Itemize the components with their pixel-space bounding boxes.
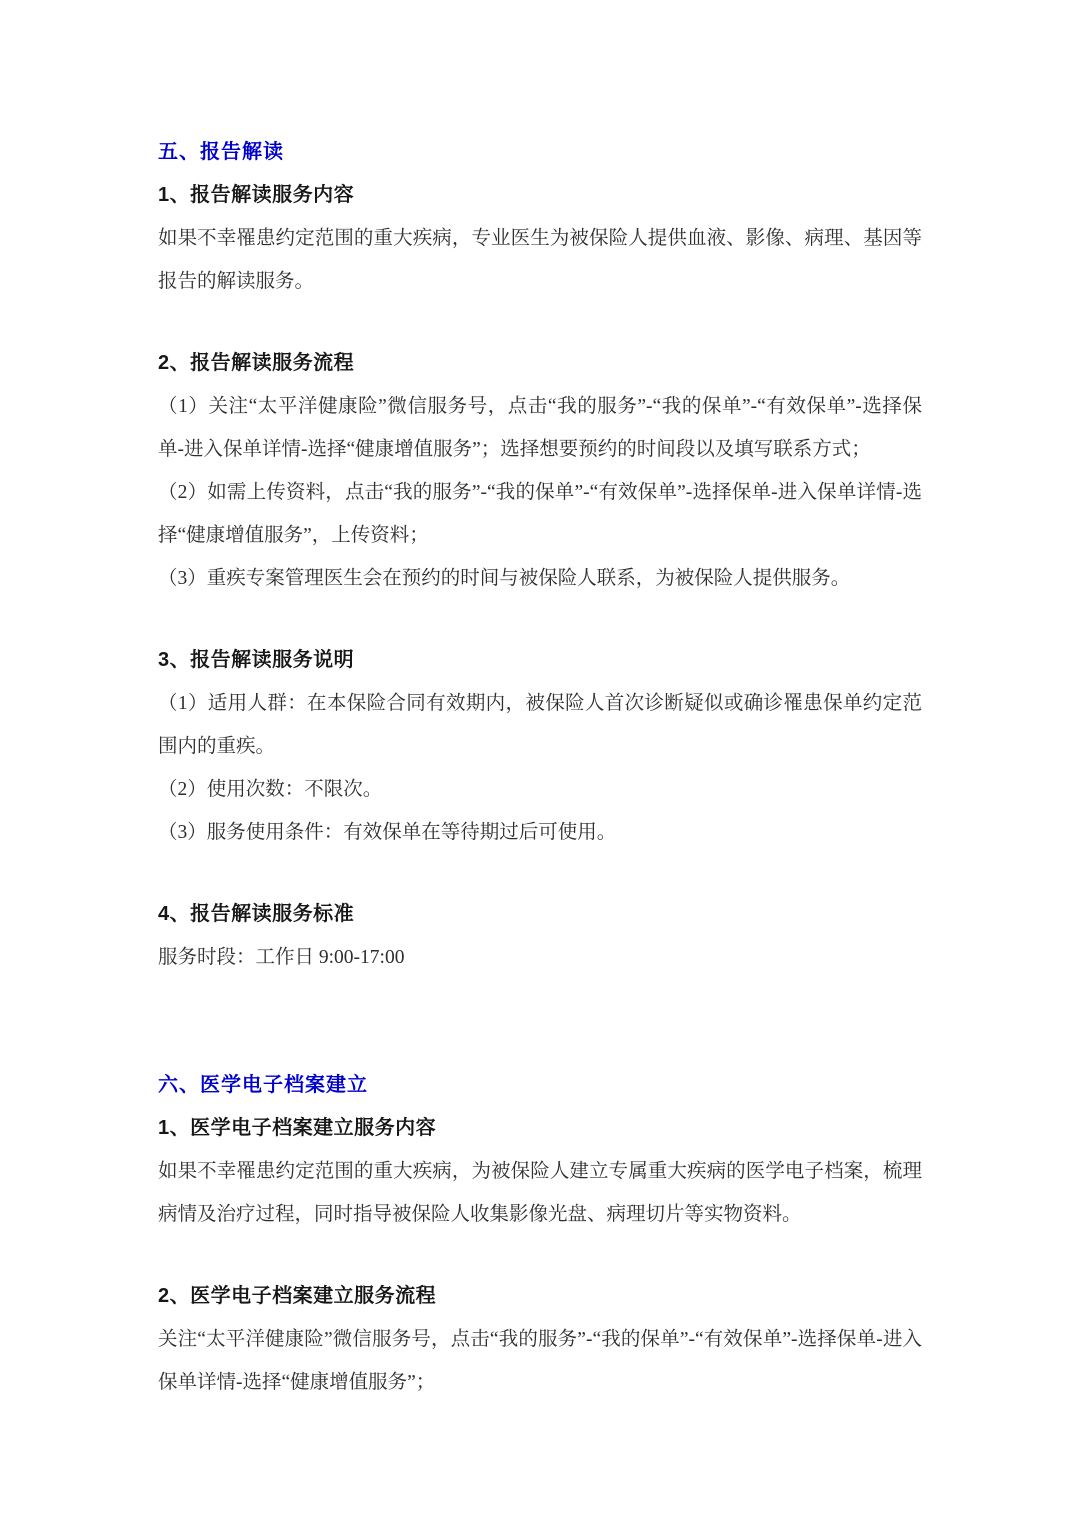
section-5-heading: 五、报告解读: [158, 141, 284, 163]
s6-sub1-title: 1、医学电子档案建立服务内容: [158, 1117, 437, 1139]
s5-sub3-title: 3、报告解读服务说明: [158, 649, 355, 671]
s5-sub2-step-3: （3）重疾专案管理医生会在预约的时间与被保险人联系，为被保险人提供服务。: [158, 568, 851, 589]
s5-sub3-item-1: （1）适用人群：在本保险合同有效期内，被保险人首次诊断疑似或确诊罹患保单约定范围内的重疾。: [158, 693, 922, 757]
s5-sub3-item-2: （2）使用次数：不限次。: [158, 779, 383, 800]
s5-sub3-item-3: （3）服务使用条件：有效保单在等待期过后可使用。: [158, 822, 617, 843]
s6-sub2-body: 关注“太平洋健康险”微信服务号，点击“我的服务”-“我的保单”-“有效保单”-选择保单-进入保单详情-选择“健康增值服务”；: [158, 1329, 922, 1393]
s5-sub1-title: 1、报告解读服务内容: [158, 184, 355, 206]
s6-sub2-title: 2、医学电子档案建立服务流程: [158, 1285, 437, 1307]
section-6-heading: 六、医学电子档案建立: [158, 1074, 368, 1096]
s5-sub4-body: 服务时段：工作日 9:00-17:00: [158, 947, 405, 968]
s5-sub2-step-1: （1）关注“太平洋健康险”微信服务号，点击“我的服务”-“我的保单”-“有效保单”-选择保单-进入保单详情-选择“健康增值服务”；选择想要预约的时间段以及填写联系方式；: [158, 396, 922, 460]
s5-sub1-body: 如果不幸罹患约定范围的重大疾病，专业医生为被保险人提供血液、影像、病理、基因等报告的解读服务。: [158, 228, 922, 292]
s6-sub1-body: 如果不幸罹患约定范围的重大疾病，为被保险人建立专属重大疾病的医学电子档案，梳理病情及治疗过程，同时指导被保险人收集影像光盘、病理切片等实物资料。: [158, 1161, 922, 1225]
s5-sub4-title: 4、报告解读服务标准: [158, 903, 355, 925]
s5-sub2-step-2: （2）如需上传资料，点击“我的服务”-“我的保单”-“有效保单”-选择保单-进入保单详情-选择“健康增值服务”，上传资料；: [158, 482, 922, 546]
s5-sub2-title: 2、报告解读服务流程: [158, 352, 355, 374]
